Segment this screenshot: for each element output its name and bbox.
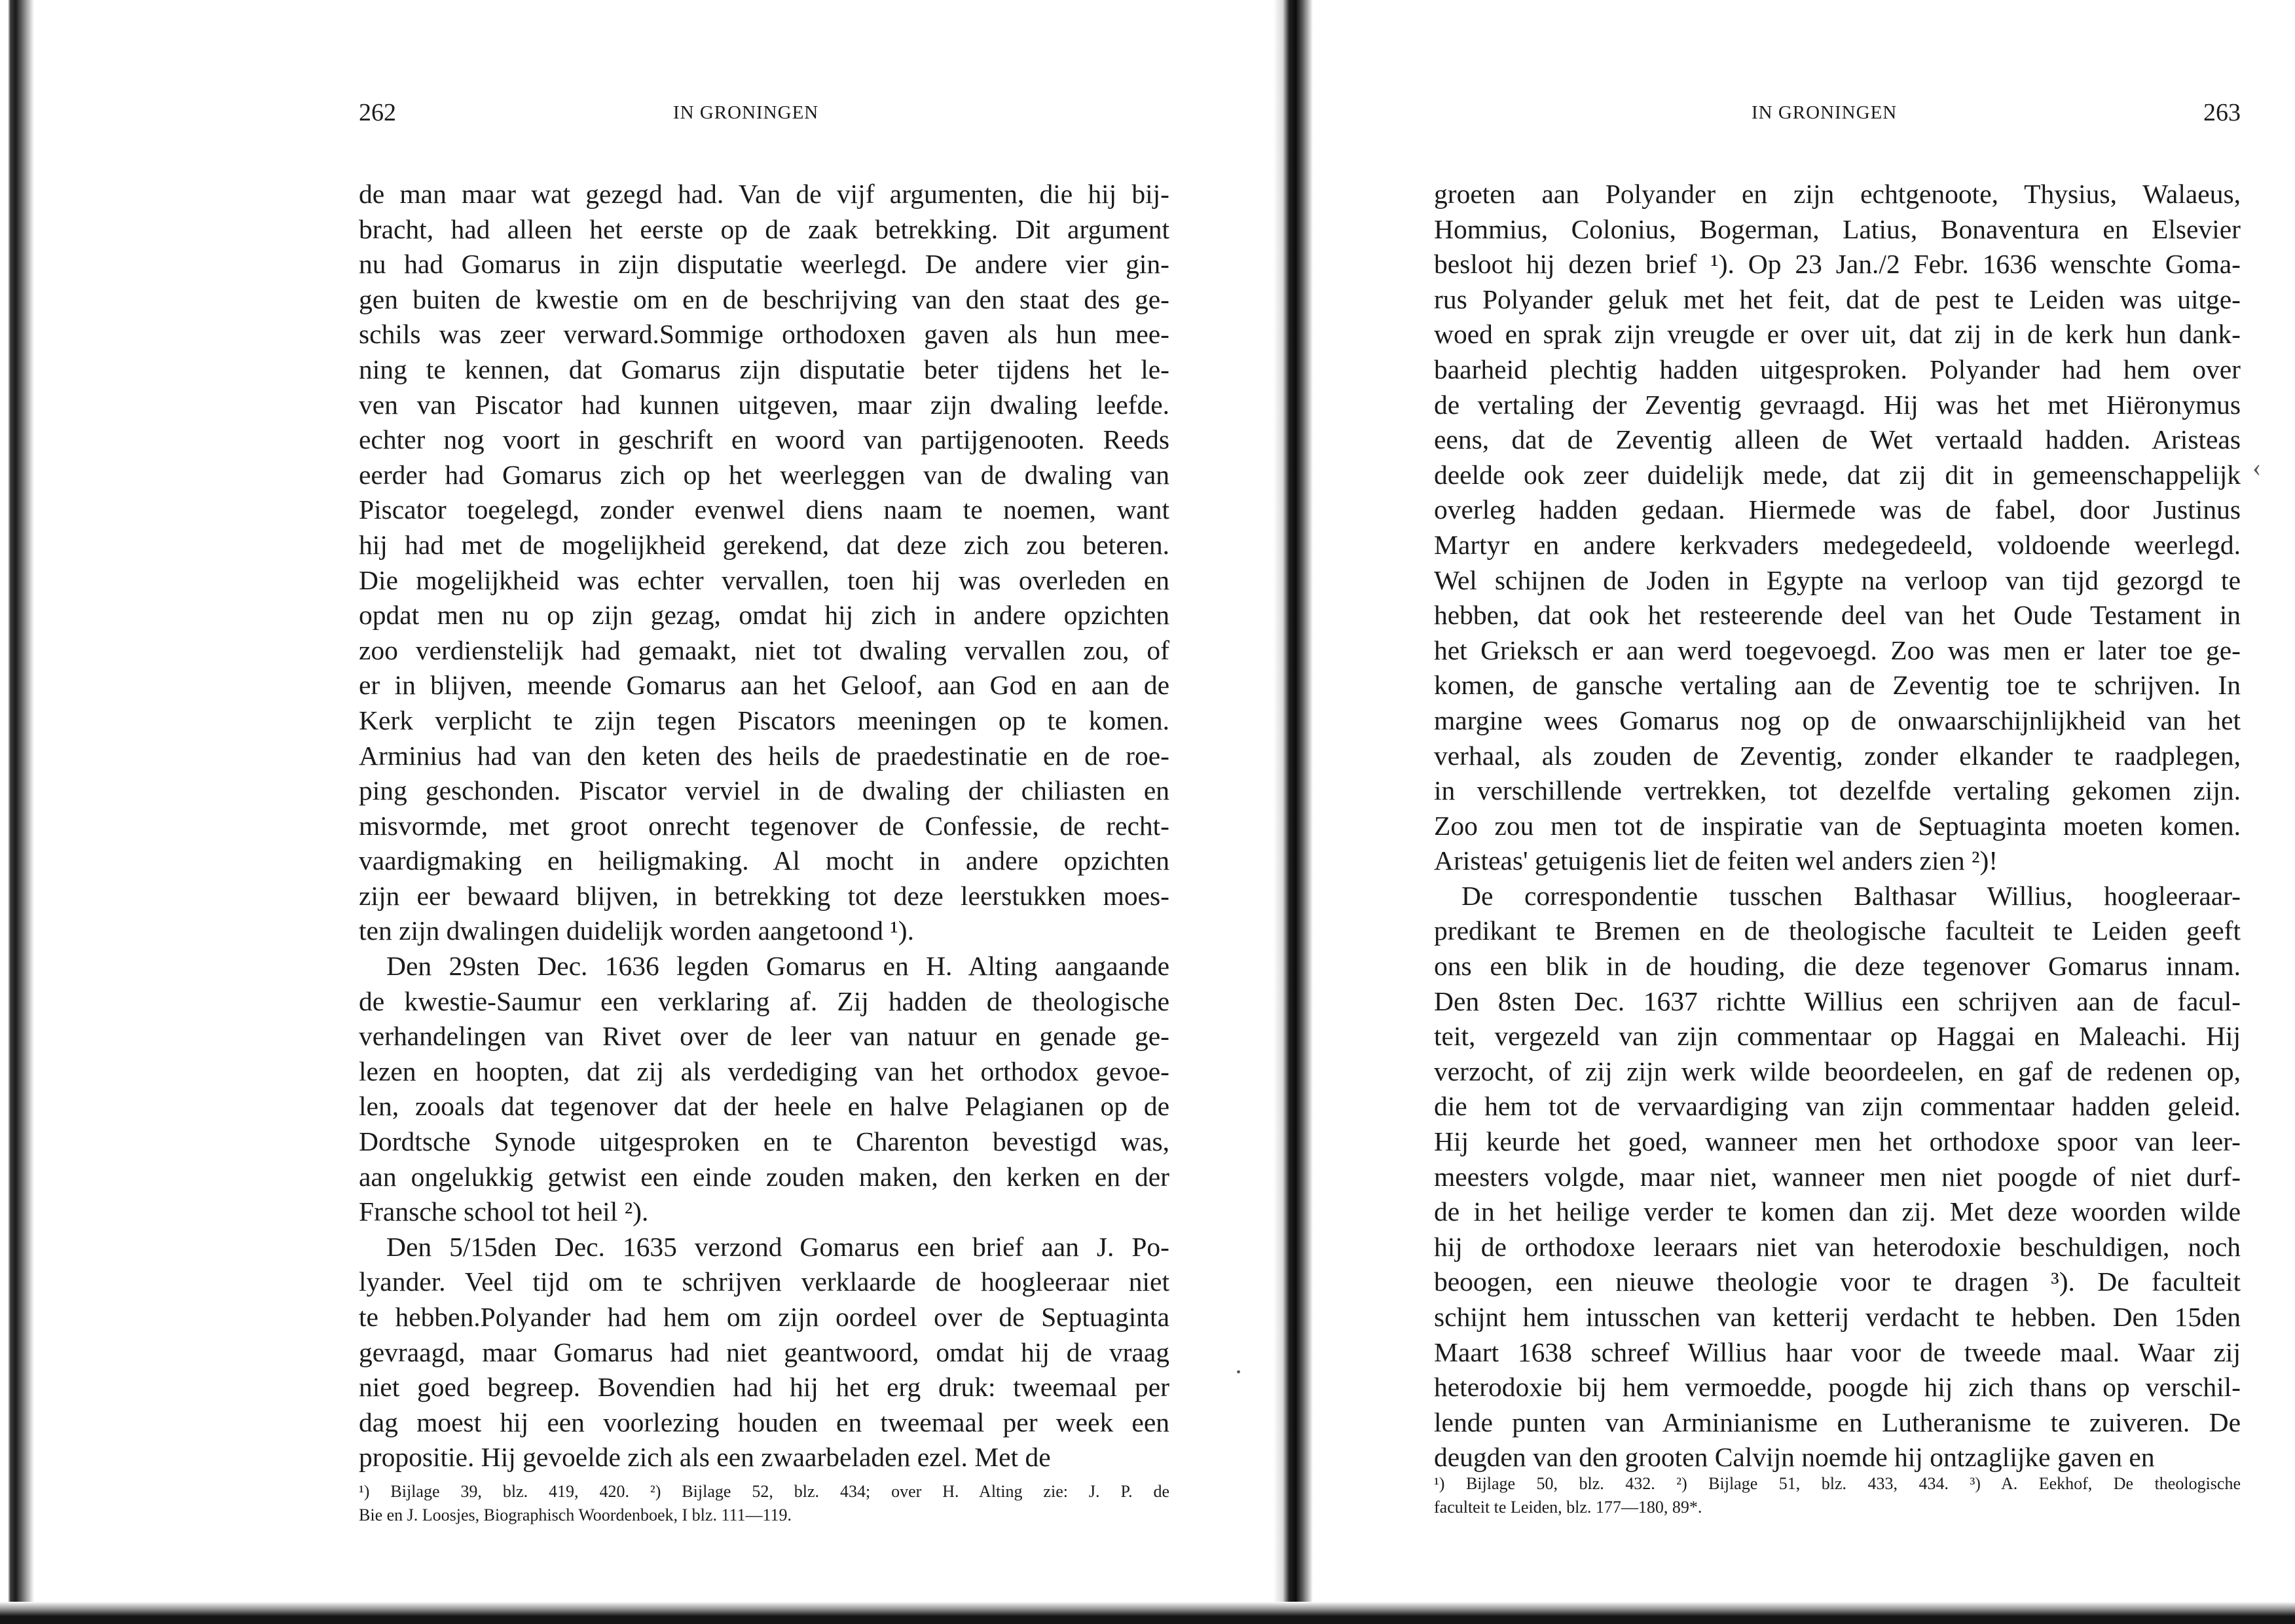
- text-line: deugden van den grooten Calvijn noemde hij ontzaglijke gaven en: [1434, 1442, 2155, 1473]
- bottom-book-edge: [0, 1602, 2295, 1624]
- margin-dot-mark: •: [1236, 1365, 1241, 1380]
- text-line: eerder had Gomarus zich op het weerleggen van de dwaling van: [359, 459, 1169, 490]
- right-page: [1434, 98, 2241, 1517]
- book-spine: [1274, 0, 1313, 1624]
- text-line: gen buiten de kwestie om en de beschrijving van den staat des ge-: [359, 284, 1169, 314]
- text-line: ning te kennen, dat Gomarus zijn disputatie beter tijdens het le-: [359, 354, 1169, 384]
- text-line: Die mogelijkheid was echter vervallen, toen hij was overleden en: [359, 564, 1169, 595]
- text-line: ten zijn dwalingen duidelijk worden aangetoond ¹).: [359, 915, 914, 946]
- text-line: ons een blik in de houding, die deze tegenover Gomarus innam.: [1434, 951, 2241, 982]
- left-running-head: [359, 98, 1169, 138]
- text-line: gevraagd, maar Gomarus had niet geantwoord, omdat hij de vraag: [359, 1337, 1169, 1367]
- left-book-edge: [0, 0, 46, 1624]
- text-line: Den 5/15den Dec. 1635 verzond Gomarus een brief aan J. Po-: [386, 1231, 1169, 1262]
- text-line: er in blijven, meende Gomarus aan het Geloof, aan God en aan de: [359, 670, 1169, 701]
- text-line: heterodoxie bij hem vermoedde, poogde hij zich thans op verschil-: [1434, 1372, 2241, 1403]
- right-page-number: 263: [2203, 99, 2241, 126]
- text-line: Zoo zou men tot de inspiratie van de Septuaginta moeten komen.: [1434, 810, 2241, 841]
- text-line: de in het heilige verder te komen dan zij. Met deze woorden wilde: [1434, 1196, 2241, 1227]
- text-line: Piscator toegelegd, zonder evenwel diens naam te noemen, want: [359, 494, 1169, 525]
- text-line: len, zooals dat tegenover dat der heele en halve Pelagianen op de: [359, 1091, 1169, 1122]
- text-line: predikant te Bremen en de theologische faculteit te Leiden geeft: [1434, 915, 2241, 946]
- text-line: in verschillende vertrekken, tot dezelfde vertaling gekomen zijn.: [1434, 775, 2241, 806]
- text-line: Hommius, Colonius, Bogerman, Latius, Bonaventura en Elsevier: [1434, 213, 2241, 244]
- left-page: [359, 98, 1169, 1524]
- text-line: de man maar wat gezegd had. Van de vijf argumenten, die hij bij-: [359, 179, 1169, 209]
- text-line: vaardigmaking en heiligmaking. Al mocht in andere opzichten: [359, 845, 1169, 876]
- text-line: meesters volgde, maar niet, wanneer men niet poogde of niet durf-: [1434, 1161, 2241, 1192]
- text-line: hebben, dat ook het resteerende deel van het Oude Testament in: [1434, 600, 2241, 631]
- text-line: teit, vergezeld van zijn commentaar op Haggai en Maleachi. Hij: [1434, 1021, 2241, 1052]
- text-line: opdat men nu op zijn gezag, omdat hij zich in andere opzichten: [359, 600, 1169, 631]
- text-line: rus Polyander geluk met het feit, dat de pest te Leiden was uitge-: [1434, 284, 2241, 314]
- text-line: lezen en hoopten, dat zij als verdediging van het orthodox gevoe-: [359, 1056, 1169, 1086]
- text-line: de vertaling der Zeventig gevraagd. Hij was het met Hiëronymus: [1434, 389, 2241, 420]
- text-line: die hem tot de vervaardiging van zijn commentaar hadden geleid.: [1434, 1091, 2241, 1122]
- text-line: Hij keurde het goed, wanneer men het orthodoxe spoor van leer-: [1434, 1126, 2241, 1157]
- text-line: Den 29sten Dec. 1636 legden Gomarus en H. Alting aangaande: [386, 951, 1169, 982]
- text-line: besloot hij dezen brief ¹). Op 23 Jan./2 Febr. 1636 wenschte Goma-: [1434, 249, 2241, 280]
- text-line: dag moest hij een voorlezing houden en tweemaal per week een: [359, 1407, 1169, 1437]
- text-line: hij had met de mogelijkheid gerekend, dat deze zich zou beteren.: [359, 529, 1169, 560]
- text-line: te hebben.Polyander had hem om zijn oordeel over de Septuaginta: [359, 1302, 1169, 1332]
- left-page-number: 262: [359, 99, 396, 126]
- right-running-head: [1434, 98, 2241, 138]
- text-line: zijn eer bewaard blijven, in betrekking tot deze leerstukken moes-: [359, 880, 1169, 911]
- text-line: woed en sprak zijn vreugde er over uit, dat zij in de kerk hun dank-: [1434, 319, 2241, 350]
- text-line: eens, dat de Zeventig alleen de Wet vertaald hadden. Aristeas: [1434, 424, 2241, 455]
- text-line: Kerk verplicht te zijn tegen Piscators meeningen op te komen.: [359, 705, 1169, 735]
- text-line: verhaal, als zouden de Zeventig, zonder elkander te raadplegen,: [1434, 740, 2241, 771]
- text-line: zoo verdienstelijk had gemaakt, niet tot dwaling vervallen zou, of: [359, 635, 1169, 665]
- footnote-line: ¹) Bijlage 50, blz. 432. ²) Bijlage 51, blz. 433, 434. ³) A. Eekhof, De theologische: [1434, 1474, 2241, 1493]
- text-line: lyander. Veel tijd om te schrijven verklaarde de hoogleeraar niet: [359, 1266, 1169, 1297]
- text-line: schijnt hem intusschen van ketterij verdacht te hebben. Den 15den: [1434, 1302, 2241, 1332]
- text-line: Aristeas' getuigenis liet de feiten wel anders zien ²)!: [1434, 845, 1998, 876]
- text-line: verzocht, of zij zijn werk wilde beoordeelen, en gaf de redenen op,: [1434, 1056, 2241, 1086]
- left-footnotes: [359, 1480, 1169, 1527]
- text-line: propositie. Hij gevoelde zich als een zwaarbeladen ezel. Met de: [359, 1442, 1051, 1473]
- text-line: aan ongelukkig getwist een einde zouden maken, den kerken en der: [359, 1161, 1169, 1192]
- text-line: komen, de gansche vertaling aan de Zeventig toe te schrijven. In: [1434, 670, 2241, 701]
- left-body-text: [359, 177, 1169, 1475]
- footnote-line: Bie en J. Loosjes, Biographisch Woordenboek, I blz. 111—119.: [359, 1505, 792, 1524]
- text-line: Fransche school tot heil ²).: [359, 1196, 649, 1227]
- text-line: schils was zeer verward.Sommige orthodoxen gaven als hun mee-: [359, 319, 1169, 350]
- text-line: het Grieksch er aan werd toegevoegd. Zoo was men er later toe ge-: [1434, 635, 2241, 665]
- text-line: Den 8sten Dec. 1637 richtte Willius een schrijven aan de facul-: [1434, 986, 2241, 1016]
- text-line: De correspondentie tusschen Balthasar Willius, hoogleeraar-: [1461, 880, 2241, 911]
- text-line: groeten aan Polyander en zijn echtgenoote, Thysius, Walaeus,: [1434, 179, 2241, 209]
- text-line: deelde ook zeer duidelijk mede, dat zij dit in gemeenschappelijk: [1434, 459, 2241, 490]
- text-line: Maart 1638 schreef Willius haar voor de tweede maal. Waar zij: [1434, 1337, 2241, 1367]
- text-line: hij de orthodoxe leeraars niet van heterodoxie beschuldigen, noch: [1434, 1231, 2241, 1262]
- text-line: baarheid plechtig hadden uitgesproken. Polyander had hem over: [1434, 354, 2241, 384]
- text-line: ping geschonden. Piscator verviel in de dwaling der chiliasten en: [359, 775, 1169, 806]
- text-line: Martyr en andere kerkvaders medegedeeld, voldoende weerlegd.: [1434, 529, 2241, 560]
- text-line: verhandelingen van Rivet over de leer van natuur en genade ge-: [359, 1021, 1169, 1052]
- text-line: Dordtsche Synode uitgesproken en te Charenton bevestigd was,: [359, 1126, 1169, 1157]
- text-line: echter nog voort in geschrift en woord van partijgenooten. Reeds: [359, 424, 1169, 455]
- text-line: Wel schijnen de Joden in Egypte na verloop van tijd gezorgd te: [1434, 564, 2241, 595]
- footnote-line: faculteit te Leiden, blz. 177—180, 89*.: [1434, 1498, 1702, 1517]
- text-line: misvormde, met groot onrecht tegenover de Confessie, de recht-: [359, 810, 1169, 841]
- text-line: lende punten van Arminianisme en Lutheranisme te zuiveren. De: [1434, 1407, 2241, 1437]
- text-line: bracht, had alleen het eerste op de zaak betrekking. Dit argument: [359, 213, 1169, 244]
- text-line: beoogen, een nieuwe theologie voor te dragen ³). De faculteit: [1434, 1266, 2241, 1297]
- text-line: nu had Gomarus in zijn disputatie weerlegd. De andere vier gin-: [359, 249, 1169, 280]
- text-line: de kwestie-Saumur een verklaring af. Zij hadden de theologische: [359, 986, 1169, 1016]
- text-line: Arminius had van den keten des heils de praedestinatie en de roe-: [359, 740, 1169, 771]
- footnote-line: ¹) Bijlage 39, blz. 419, 420. ²) Bijlage 52, blz. 434; over H. Alting zie: J. P. de: [359, 1482, 1169, 1501]
- left-header-title: IN GRONINGEN: [673, 102, 819, 123]
- text-line: niet goed begreep. Bovendien had hij het erg druk: tweemaal per: [359, 1372, 1169, 1403]
- text-line: overleg hadden gedaan. Hiermede was de fabel, door Justinus: [1434, 494, 2241, 525]
- text-line: ven van Piscator had kunnen uitgeven, maar zijn dwaling leefde.: [359, 389, 1169, 420]
- right-header-title: IN GRONINGEN: [1752, 102, 1898, 123]
- right-body-text: [1434, 177, 2241, 1475]
- text-line: margine wees Gomarus nog op de onwaarschijnlijkheid van het: [1434, 705, 2241, 735]
- margin-pencil-mark: ‹: [2252, 452, 2262, 482]
- right-footnotes: [1434, 1472, 2241, 1519]
